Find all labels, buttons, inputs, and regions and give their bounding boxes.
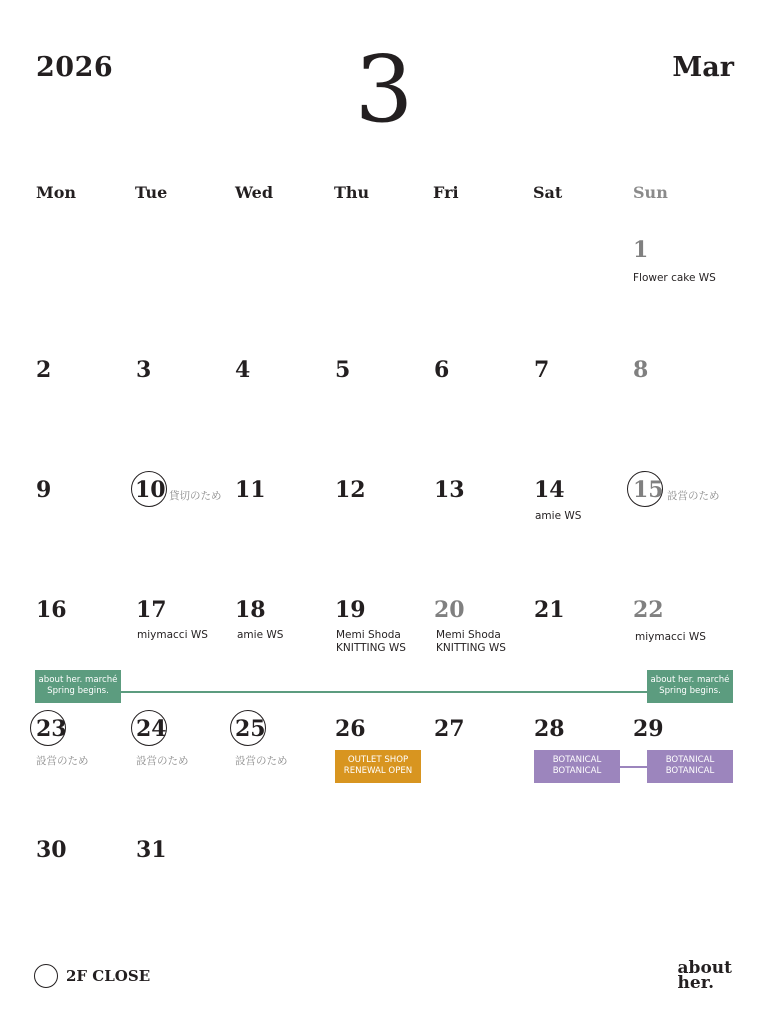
botanical-span-line	[620, 766, 647, 768]
day-20: 20	[434, 597, 465, 623]
event-day-19-line1: Memi Shoda	[336, 629, 401, 641]
botanical-29-line2: BOTANICAL	[665, 766, 715, 776]
month-abbr: Mar	[672, 52, 734, 83]
note-day-25: 設営のため	[235, 755, 288, 767]
note-day-10: 貸切のため	[169, 490, 222, 502]
weekday-mon: Mon	[36, 183, 77, 202]
botanical-29-line1: BOTANICAL	[665, 755, 715, 765]
weekday-fri: Fri	[433, 183, 459, 202]
note-day-15: 設営のため	[667, 490, 720, 502]
day-22: 22	[633, 597, 664, 623]
weekday-tue: Tue	[135, 183, 168, 202]
day-8: 8	[633, 357, 649, 383]
marche-start-tag	[35, 670, 121, 703]
brand-logo	[677, 958, 732, 993]
botanical-tag-28	[534, 750, 620, 783]
day-5: 5	[335, 357, 351, 383]
day-18: 18	[235, 597, 266, 623]
day-11: 11	[235, 477, 266, 503]
day-14: 14	[534, 477, 565, 503]
day-7: 7	[534, 357, 550, 383]
event-day-19	[336, 629, 406, 654]
legend-circle-icon	[34, 964, 58, 988]
day-29: 29	[633, 716, 664, 742]
day-9: 9	[36, 477, 52, 503]
day-19: 19	[335, 597, 366, 623]
weekday-thu: Thu	[334, 183, 370, 202]
month-number: 3	[354, 36, 414, 143]
botanical-tag-29	[647, 750, 733, 783]
day-12: 12	[335, 477, 366, 503]
botanical-28-line1: BOTANICAL	[552, 755, 602, 765]
day-1: 1	[633, 237, 649, 263]
marche-end-line2: Spring begins.	[659, 686, 721, 696]
note-day-24: 設営のため	[136, 755, 189, 767]
weekday-sun: Sun	[633, 183, 668, 202]
event-day-20	[436, 629, 506, 654]
marche-end-line1: about her. marché	[650, 675, 730, 685]
event-day-20-line2: KNITTING WS	[436, 641, 506, 654]
legend-label: 2F CLOSE	[66, 967, 151, 985]
event-day-17: miymacci WS	[137, 629, 208, 641]
day-10: 10	[135, 477, 166, 503]
day-6: 6	[434, 357, 450, 383]
note-day-23: 設営のため	[36, 755, 89, 767]
botanical-28-line2: BOTANICAL	[552, 766, 602, 776]
day-30: 30	[36, 837, 67, 863]
day-15: 15	[633, 477, 664, 503]
marche-end-tag	[647, 670, 733, 703]
event-day-14: amie WS	[535, 510, 582, 522]
year-label: 2026	[36, 52, 114, 83]
outlet-line1: OUTLET SHOP	[347, 755, 409, 765]
event-day-19-line2: KNITTING WS	[336, 641, 406, 654]
marche-span-line	[121, 691, 647, 693]
day-16: 16	[36, 597, 67, 623]
event-day-22: miymacci WS	[635, 631, 706, 643]
event-day-1: Flower cake WS	[633, 272, 716, 284]
outlet-renewal-tag	[335, 750, 421, 783]
day-31: 31	[136, 837, 167, 863]
day-2: 2	[36, 357, 52, 383]
day-28: 28	[534, 716, 565, 742]
day-17: 17	[136, 597, 167, 623]
event-day-18: amie WS	[237, 629, 284, 641]
day-4: 4	[235, 357, 251, 383]
day-13: 13	[434, 477, 465, 503]
marche-start-line1: about her. marché	[38, 675, 118, 685]
day-26: 26	[335, 716, 366, 742]
day-24: 24	[136, 716, 167, 742]
day-27: 27	[434, 716, 465, 742]
weekday-sat: Sat	[533, 183, 563, 202]
day-23: 23	[36, 716, 67, 742]
weekday-wed: Wed	[235, 183, 274, 202]
day-25: 25	[235, 716, 266, 742]
event-day-20-line1: Memi Shoda	[436, 629, 501, 641]
outlet-line2: RENEWAL OPEN	[343, 766, 413, 776]
day-21: 21	[534, 597, 565, 623]
logo-line2: her.	[677, 973, 715, 993]
marche-start-line2: Spring begins.	[47, 686, 109, 696]
day-3: 3	[136, 357, 152, 383]
logo-line1: about	[677, 958, 732, 978]
